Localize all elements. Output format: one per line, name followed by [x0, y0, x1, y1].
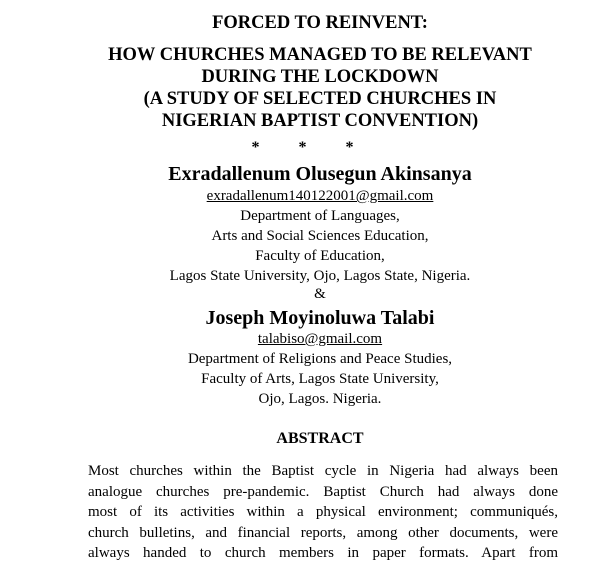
- separator-star: *: [298, 139, 307, 156]
- author-2-details: [40, 329, 600, 409]
- separator-star: *: [345, 139, 354, 156]
- abstract-line: Most churches within the Baptist cycle in Nigeria had always been: [88, 463, 558, 479]
- author-2-name: Joseph Moyinoluwa Talabi: [205, 307, 435, 329]
- title-line-5: NIGERIAN BAPTIST CONVENTION): [161, 111, 479, 131]
- author-2-affiliation-line: Faculty of Arts, Lagos State University,: [201, 371, 439, 387]
- author-1-email[interactable]: exradallenum140122001@gmail.com: [206, 188, 434, 204]
- abstract-heading: ABSTRACT: [276, 430, 364, 447]
- author-1-affiliation-line: Lagos State University, Ojo, Lagos State, Nigeria.: [169, 268, 471, 284]
- author-2-affiliation-line: Department of Religions and Peace Studies,: [187, 351, 453, 367]
- title-line-1: FORCED TO REINVENT:: [212, 13, 428, 33]
- author-1-affiliation-line: Arts and Social Sciences Education,: [211, 228, 429, 244]
- abstract-line: church bulletins, and financial reports, among other documents, were: [88, 524, 558, 541]
- title-line-2: HOW CHURCHES MANAGED TO BE RELEVANT: [108, 45, 532, 65]
- author-1-affiliation-line: Faculty of Education,: [255, 248, 385, 264]
- abstract-line: analogue churches pre-pandemic. Baptist Church had always done: [88, 483, 558, 500]
- title-line-3: DURING THE LOCKDOWN: [201, 67, 439, 87]
- author-conjunction: &: [314, 286, 326, 302]
- separator-star: *: [251, 139, 260, 156]
- author-2-email[interactable]: talabiso@gmail.com: [257, 331, 383, 347]
- abstract-line: most of its activities within a physical environment; communiqués,: [88, 504, 558, 520]
- section-separator: [232, 139, 373, 157]
- paper-title: [40, 12, 600, 132]
- abstract-line: always handed to church members in paper formats. Apart from: [88, 545, 558, 561]
- author-2-affiliation-line: Ojo, Lagos. Nigeria.: [258, 391, 382, 407]
- abstract-body: [88, 461, 558, 564]
- title-line-4: (A STUDY OF SELECTED CHURCHES IN: [143, 89, 497, 109]
- author-1-details: [40, 186, 600, 286]
- author-1-affiliation-line: Department of Languages,: [240, 208, 400, 224]
- author-1-name: Exradallenum Olusegun Akinsanya: [168, 163, 472, 185]
